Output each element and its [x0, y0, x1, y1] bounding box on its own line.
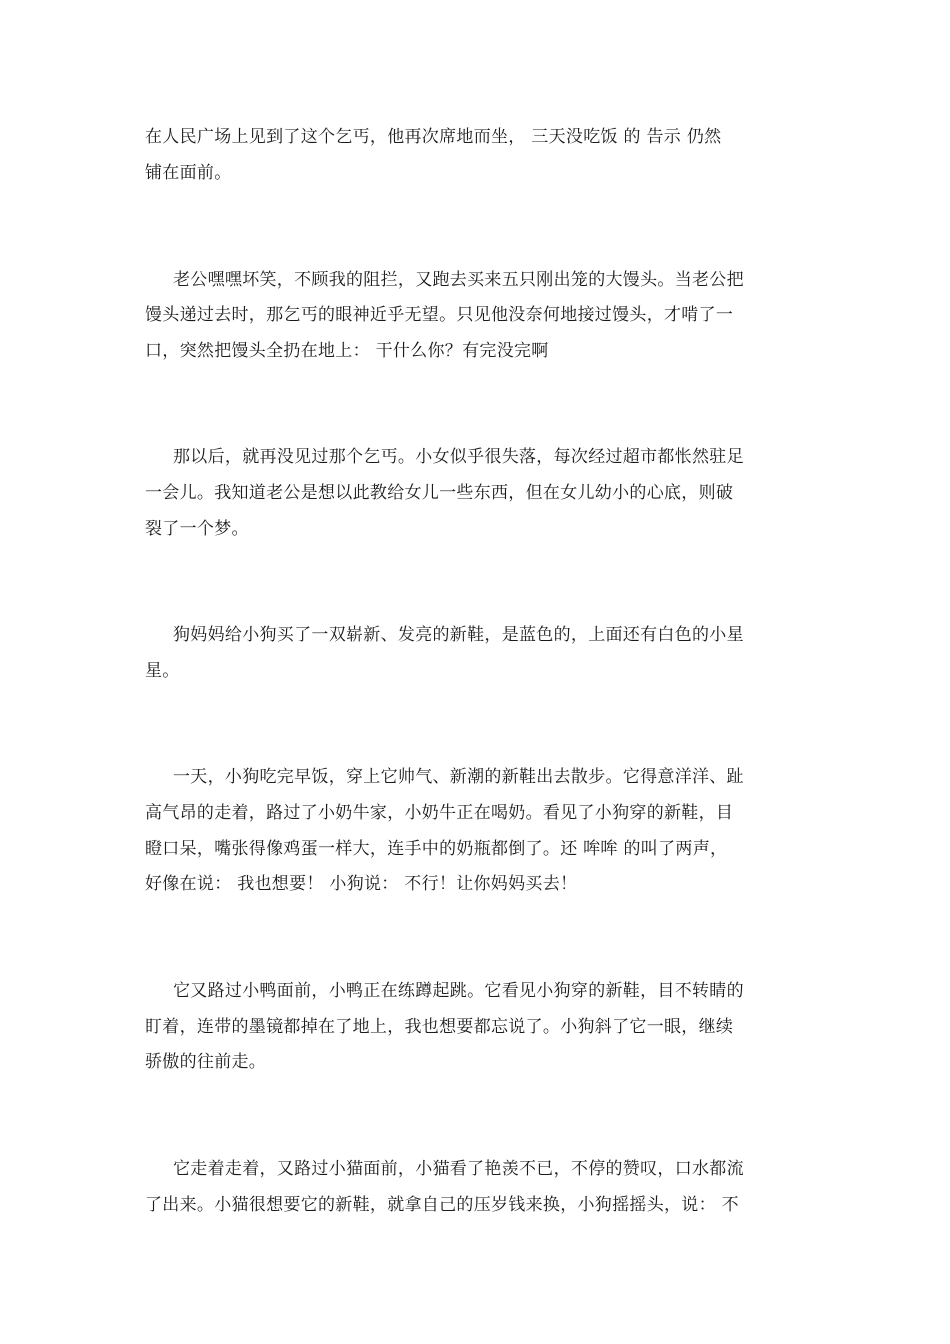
paragraph-5-line-2: 高气昂的走着，路过了小奶牛家，小奶牛正在喝奶。看见了小狗穿的新鞋，目	[145, 803, 734, 823]
paragraph-1-line-2: 铺在面前。	[145, 163, 232, 183]
paragraph-4-line-1: 狗妈妈给小狗买了一双崭新、发亮的新鞋，是蓝色的，上面还有白色的小星	[173, 625, 744, 645]
paragraph-5-line-1: 一天，小狗吃完早饭，穿上它帅气、新潮的新鞋出去散步。它得意洋洋、趾	[173, 767, 744, 787]
paragraph-3-line-3: 裂了一个梦。	[145, 519, 249, 539]
paragraph-6-line-1: 它又路过小鸭面前，小鸭正在练蹲起跳。它看见小狗穿的新鞋，目不转睛的	[173, 981, 744, 1001]
paragraph-6-line-2: 盯着，连带的墨镜都掉在了地上，我也想要都忘说了。小狗斜了它一眼，继续	[145, 1017, 734, 1037]
paragraph-2-line-1: 老公嘿嘿坏笑，不顾我的阻拦，又跑去买来五只刚出笼的大馒头。当老公把	[173, 270, 744, 290]
paragraph-2-line-2: 馒头递过去时，那乞丐的眼神近乎无望。只见他没奈何地接过馒头，才啃了一	[145, 305, 734, 325]
paragraph-3-line-1: 那以后，就再没见过那个乞丐。小女似乎很失落，每次经过超市都怅然驻足	[173, 447, 744, 467]
paragraph-5-line-4: 好像在说： 我也想要！ 小狗说： 不行！让你妈妈买去！	[145, 874, 578, 894]
paragraph-7-line-1: 它走着走着，又路过小猫面前，小猫看了艳羡不已，不停的赞叹，口水都流	[173, 1159, 744, 1179]
paragraph-2-line-3: 口，突然把馒头全扔在地上： 干什么你？有完没完啊	[145, 341, 549, 361]
paragraph-7-line-2: 了出来。小猫很想要它的新鞋，就拿自己的压岁钱来换，小狗摇摇头，说： 不	[145, 1195, 739, 1215]
paragraph-3-line-2: 一会儿。我知道老公是想以此教给女儿一些东西，但在女儿幼小的心底，则破	[145, 483, 734, 503]
paragraph-1-line-1: 在人民广场上见到了这个乞丐，他再次席地而坐， 三天没吃饭 的 告示 仍然	[145, 127, 722, 147]
paragraph-5-line-3: 瞪口呆，嘴张得像鸡蛋一样大，连手中的奶瓶都倒了。还 哞哞 的叫了两声，	[145, 839, 728, 859]
paragraph-4-line-2: 星。	[145, 661, 180, 681]
paragraph-6-line-3: 骄傲的往前走。	[145, 1052, 267, 1072]
